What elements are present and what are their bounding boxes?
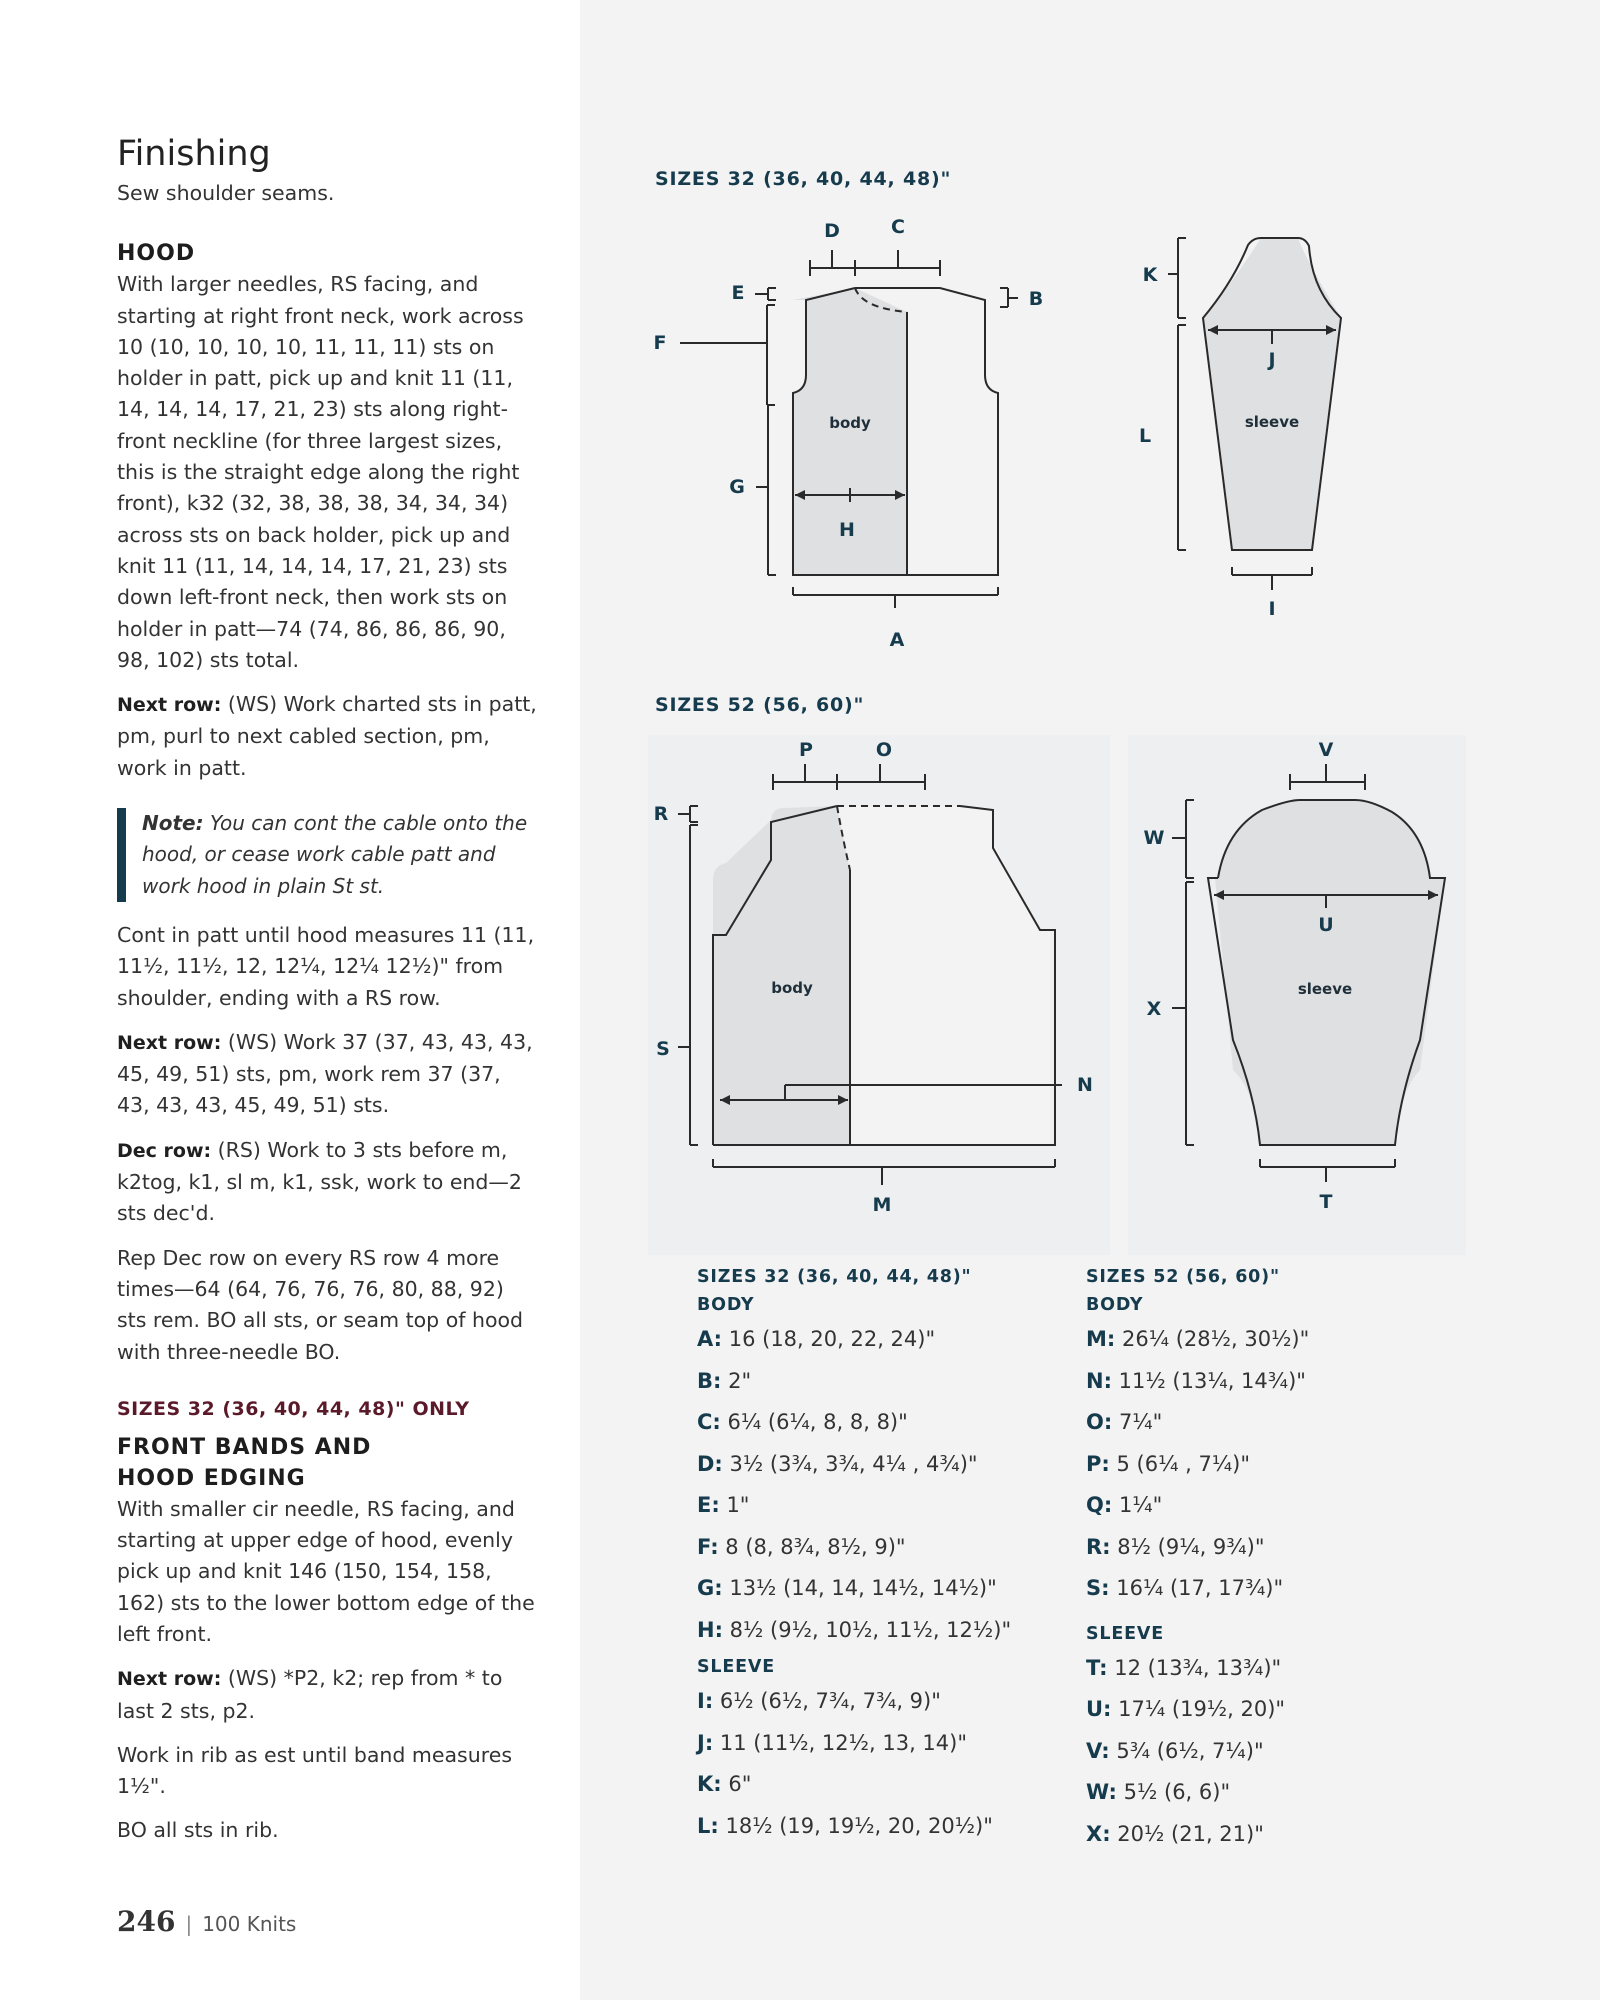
measurement-key: I:: [697, 1689, 714, 1713]
measurement-item: [1086, 1485, 1446, 1527]
measurement-item: [697, 1361, 1057, 1403]
measurement-key: Q:: [1086, 1493, 1113, 1517]
measurement-value: 5¾ (6½, 7¼)": [1116, 1738, 1264, 1763]
d1-label-E: E: [731, 282, 745, 304]
d2-left-front: [713, 806, 850, 1145]
measurement-value: 20½ (21, 21)": [1117, 1821, 1264, 1846]
meas-small-heading: SIZES 32 (36, 40, 44, 48)": [697, 1267, 972, 1287]
hood-heading: HOOD: [117, 241, 196, 267]
measurement-item: [697, 1485, 1057, 1527]
d2-label-S: S: [656, 1038, 670, 1060]
rep-text: Rep Dec row on every RS row 4 more times—64 (64, 76, 76, 76, 80, 88, 92) sts rem. BO all sts, or seam top of hood with three-needle BO.: [117, 1245, 524, 1364]
measurement-value: 1": [726, 1493, 750, 1517]
d2-body-label: body: [771, 979, 813, 997]
measurement-item: [697, 1723, 1057, 1765]
measurement-item: [1086, 1772, 1446, 1814]
measurement-item: [1086, 1402, 1446, 1444]
measurement-item: [697, 1681, 1057, 1723]
meas-small-sleeve-list: [697, 1681, 1057, 1847]
d1-label-F: F: [653, 332, 667, 354]
measurement-value: 6¼ (6¼, 8, 8, 8)": [727, 1410, 908, 1434]
bo-text: BO all sts in rib.: [117, 1818, 279, 1843]
measurement-key: X:: [1086, 1821, 1111, 1846]
d2-label-O: O: [875, 739, 893, 761]
measurement-key: T:: [1086, 1655, 1108, 1680]
d2-label-U: U: [1318, 914, 1334, 936]
measurement-item: [697, 1402, 1057, 1444]
next-row-label: Next row:: [117, 1031, 222, 1054]
measurement-item: [697, 1610, 1057, 1652]
d1-label-C: C: [891, 216, 905, 238]
meas-large-sleeve-list: [1086, 1648, 1446, 1856]
measurement-value: 16 (18, 20, 22, 24)": [728, 1327, 936, 1351]
measurement-value: 16¼ (17, 17¾)": [1116, 1576, 1284, 1600]
measurement-key: O:: [1086, 1410, 1113, 1434]
page-footer: 246 | 100 Knits: [117, 1905, 297, 1938]
measurement-key: J:: [697, 1730, 714, 1755]
measurement-value: 2": [728, 1368, 752, 1393]
measurement-key: A:: [697, 1327, 723, 1351]
meas-small-body-heading: BODY: [697, 1295, 755, 1315]
measurement-key: R:: [1086, 1534, 1111, 1559]
measurement-item: [1086, 1319, 1446, 1361]
measurement-item: [1086, 1568, 1446, 1610]
measurement-key: D:: [697, 1451, 723, 1476]
dec-row-label: Dec row:: [117, 1139, 212, 1162]
d1-label-B: B: [1028, 288, 1044, 310]
next-row-label: Next row:: [117, 694, 222, 717]
next-row-2-text: (WS) Work 37 (37, 43, 43, 43, 45, 49, 51) sts, pm, work rem 37 (37, 43, 43, 43, 45, 49, 51) sts.: [117, 1029, 533, 1118]
measurement-value: 18½ (19, 19½, 20, 20½)": [725, 1813, 993, 1838]
measurement-item: [697, 1764, 1057, 1806]
measurement-value: 1¼": [1118, 1493, 1163, 1517]
d2-label-T: T: [1319, 1191, 1333, 1213]
measurement-key: C:: [697, 1410, 721, 1434]
measurement-key: B:: [697, 1368, 722, 1393]
measurement-key: F:: [697, 1534, 719, 1559]
measurement-item: [1086, 1527, 1446, 1569]
measurement-value: 11 (11½, 12½, 13, 14)": [719, 1730, 967, 1755]
measurement-item: [697, 1527, 1057, 1569]
measurement-value: 11½ (13¼, 14¾)": [1118, 1368, 1306, 1393]
meas-large-sleeve-heading: SLEEVE: [1086, 1623, 1164, 1644]
measurement-key: K:: [697, 1772, 722, 1796]
d1-label-J: J: [1268, 349, 1276, 371]
d1-label-L: L: [1138, 425, 1152, 447]
measurement-item: [697, 1444, 1057, 1486]
cont-text: Cont in patt until hood measures 11 (11, 11½, 11½, 12, 12¼, 12¼ 12½)" from shoulder, ending with a RS row.: [117, 922, 535, 1010]
measurement-value: 6": [728, 1772, 752, 1796]
measurements-large: [1086, 1263, 1446, 1855]
measurement-item: [697, 1319, 1057, 1361]
intro-text: Sew shoulder seams.: [117, 181, 335, 205]
measurement-item: [697, 1568, 1057, 1610]
d1-label-D: D: [824, 220, 840, 242]
d2-label-W: W: [1143, 827, 1165, 849]
measurement-value: 17¼ (19½, 20)": [1118, 1697, 1286, 1721]
measurement-key: U:: [1086, 1697, 1112, 1721]
note-label: Note:: [142, 811, 204, 836]
next-row-label: Next row:: [117, 1668, 222, 1691]
d2-label-X: X: [1146, 998, 1162, 1020]
measurement-item: [1086, 1814, 1446, 1856]
bands-heading-line2: HOOD EDGING: [117, 1465, 306, 1491]
measurement-key: N:: [1086, 1368, 1112, 1393]
measurement-key: G:: [697, 1576, 723, 1600]
measurement-value: 8½ (9¼, 9¾)": [1117, 1534, 1265, 1559]
measurement-value: 5½ (6, 6)": [1123, 1780, 1231, 1804]
d2-label-P: P: [799, 739, 813, 761]
d2-sleeve-label: sleeve: [1297, 980, 1353, 998]
d2-label-M: M: [872, 1194, 892, 1216]
measurement-item: [1086, 1689, 1446, 1731]
diagram1-title: SIZES 32 (36, 40, 44, 48)": [655, 168, 952, 190]
meas-large-body-list: [1086, 1319, 1446, 1610]
d2-label-V: V: [1318, 739, 1334, 761]
bands-text: With smaller cir needle, RS facing, and starting at upper edge of hood, evenly pick up and knit 146 (150, 154, 158, 162) sts to the lower bottom edge of the left front.: [117, 1496, 535, 1646]
d1-label-I: I: [1268, 598, 1276, 620]
sizes-only-heading: SIZES 32 (36, 40, 44, 48)" ONLY: [117, 1397, 470, 1420]
d1-label-H: H: [839, 519, 855, 541]
measurement-item: [1086, 1731, 1446, 1773]
measurement-key: W:: [1086, 1780, 1117, 1804]
measurement-key: M:: [1086, 1327, 1116, 1351]
measurement-key: H:: [697, 1617, 723, 1642]
book-title: 100 Knits: [202, 1912, 297, 1936]
measurement-value: 6½ (6½, 7¾, 7¾, 9)": [719, 1689, 941, 1713]
d2-label-N: N: [1077, 1074, 1093, 1096]
measurement-value: 3½ (3¾, 3¾, 4¼ , 4¾)": [729, 1451, 978, 1476]
d2-label-R: R: [653, 803, 669, 825]
rib-text: Work in rib as est until band measures 1½".: [117, 1742, 513, 1799]
d1-label-G: G: [729, 476, 745, 498]
measurements-small: [697, 1263, 1057, 1847]
next-row-3-text: (WS) *P2, k2; rep from * to last 2 sts, p2.: [117, 1666, 503, 1723]
d1-label-K: K: [1142, 264, 1158, 286]
meas-small-body-list: [697, 1319, 1057, 1651]
measurement-key: S:: [1086, 1576, 1110, 1600]
measurement-item: [1086, 1444, 1446, 1486]
page-number: 246: [117, 1905, 176, 1938]
measurement-value: 8 (8, 8¾, 8½, 9)": [725, 1534, 906, 1559]
section-title: Finishing: [117, 134, 271, 174]
d1-label-A: A: [889, 629, 905, 651]
measurement-item: [697, 1806, 1057, 1848]
bands-heading-line1: FRONT BANDS AND: [117, 1434, 372, 1460]
note-text: You can cont the cable onto the hood, or cease work cable patt and work hood in plain St st.: [142, 811, 528, 898]
measurement-value: 5 (6¼ , 7¼)": [1116, 1451, 1251, 1476]
measurement-item: [1086, 1361, 1446, 1403]
dec-row-text: (RS) Work to 3 sts before m, k2tog, k1, sl m, k1, ssk, work to end—2 sts dec'd.: [117, 1137, 522, 1226]
next-row-1-text: (WS) Work charted sts in patt, pm, purl to next cabled section, pm, work in patt.: [117, 692, 537, 780]
measurement-value: 12 (13¾, 13¾)": [1114, 1655, 1282, 1680]
d1-sleeve-label: sleeve: [1244, 413, 1300, 431]
measurement-key: L:: [697, 1813, 719, 1838]
measurement-value: 26¼ (28½, 30½)": [1121, 1327, 1310, 1351]
measurement-item: [1086, 1648, 1446, 1690]
measurement-key: E:: [697, 1493, 720, 1517]
meas-large-body-heading: BODY: [1086, 1295, 1144, 1315]
diagram2-title: SIZES 52 (56, 60)": [655, 694, 865, 716]
measurement-value: 8½ (9½, 10½, 11½, 12½)": [729, 1617, 1012, 1642]
meas-large-heading: SIZES 52 (56, 60)": [1086, 1267, 1280, 1287]
d1-body-label: body: [829, 414, 871, 432]
hood-text: With larger needles, RS facing, and starting at right front neck, work across 10 (10, 10, 10, 10, 11, 11, 11) sts on holder in patt, pick up and knit 11 (11, 14, 14, 14, 17, 21, 23) sts along right-front neckline (for three largest sizes, this is the straight edge along the right front), k32 (32, 38, 38, 38, 34, 34, 34) across sts on back holder, pick up and knit 11 (11, 14, 14, 14, 17, 21, 23) sts down left-front neck, then work sts on holder in patt—74 (74, 86, 86, 86, 90, 98, 102) sts total.: [117, 272, 524, 672]
measurement-value: 13½ (14, 14, 14½, 14½)": [729, 1576, 997, 1600]
measurement-value: 7¼": [1118, 1410, 1163, 1434]
measurement-key: P:: [1086, 1451, 1110, 1476]
meas-small-sleeve-heading: SLEEVE: [697, 1657, 775, 1677]
measurement-key: V:: [1086, 1738, 1110, 1763]
